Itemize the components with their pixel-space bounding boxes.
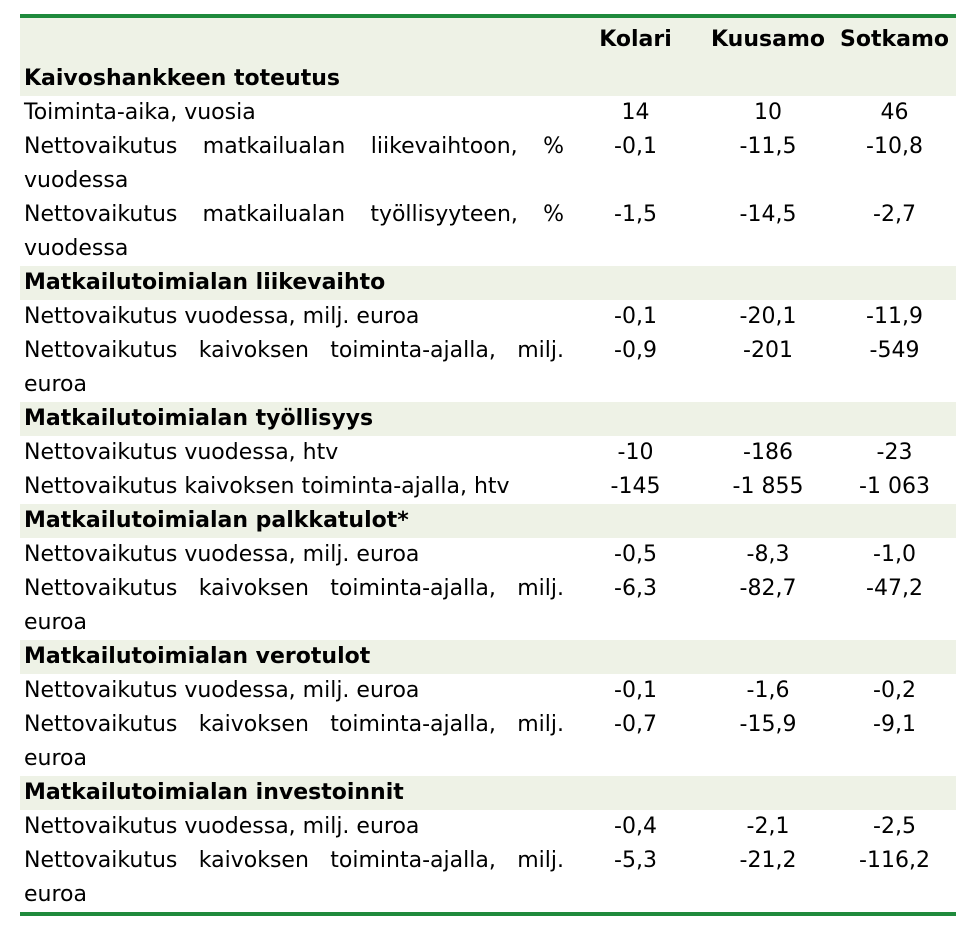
value-kuusamo: -2,1 <box>746 814 790 839</box>
value-kolari: -5,3 <box>568 844 703 914</box>
section-row <box>20 776 956 810</box>
table-row <box>20 708 956 776</box>
section-empty-cell <box>833 640 956 674</box>
header-kolari: Kolari <box>568 16 703 62</box>
section-title: Matkailutoimialan investoinnit <box>20 776 568 810</box>
section-empty-cell <box>703 266 833 300</box>
value-kuusamo: -201 <box>743 338 793 363</box>
value-sotkamo: -549 <box>869 338 920 363</box>
value-kuusamo: -1 855 <box>732 474 804 499</box>
value-kolari: -0,1 <box>614 678 657 703</box>
table-row <box>20 572 956 640</box>
table-row <box>20 96 956 130</box>
value-sotkamo: -1 063 <box>859 474 930 499</box>
table-row <box>20 674 956 708</box>
value-sotkamo: -2,7 <box>873 202 916 227</box>
section-empty-cell <box>568 62 703 96</box>
table-body <box>20 62 956 914</box>
row-label: Nettovaikutus matkailualan liikevaihtoon, % vuodessa <box>24 134 564 193</box>
section-empty-cell <box>703 504 833 538</box>
section-row <box>20 62 956 96</box>
section-empty-cell <box>703 62 833 96</box>
value-kuusamo: -82,7 <box>739 576 797 601</box>
table-row <box>20 844 956 914</box>
value-kolari: -0,7 <box>614 712 657 737</box>
row-label: Nettovaikutus matkailualan työllisyyteen, % vuodessa <box>24 202 564 261</box>
value-kolari: -0,5 <box>614 542 657 567</box>
value-kuusamo: -11,5 <box>739 134 797 159</box>
value-kolari: -0,9 <box>614 338 657 363</box>
section-empty-cell <box>568 776 703 810</box>
value-sotkamo: -2,5 <box>873 814 916 839</box>
value-kuusamo: -14,5 <box>739 202 797 227</box>
value-kuusamo: 10 <box>754 100 782 125</box>
section-empty-cell <box>833 776 956 810</box>
section-title: Matkailutoimialan työllisyys <box>20 402 568 436</box>
section-empty-cell <box>568 266 703 300</box>
value-sotkamo: -11,9 <box>866 304 923 329</box>
section-empty-cell <box>833 266 956 300</box>
section-title: Kaivoshankkeen toteutus <box>20 62 568 96</box>
value-kuusamo: -8,3 <box>746 542 790 567</box>
section-empty-cell <box>568 504 703 538</box>
table-row <box>20 470 956 504</box>
section-empty-cell <box>568 640 703 674</box>
value-kuusamo: -1,6 <box>746 678 790 703</box>
value-kolari: -0,1 <box>614 134 657 159</box>
header-sotkamo: Sotkamo <box>833 16 956 62</box>
value-sotkamo: -47,2 <box>866 576 923 601</box>
row-label: Nettovaikutus kaivoksen toiminta-ajalla, milj. euroa <box>20 844 568 914</box>
section-empty-cell <box>833 504 956 538</box>
section-title: Matkailutoimialan palkkatulot* <box>20 504 568 538</box>
header-label-cell <box>20 16 568 62</box>
value-kolari: -10 <box>617 440 654 465</box>
row-label: Nettovaikutus vuodessa, milj. euroa <box>24 542 420 567</box>
value-sotkamo: -116,2 <box>833 844 956 914</box>
table-row <box>20 300 956 334</box>
row-label: Nettovaikutus kaivoksen toiminta-ajalla, htv <box>24 474 510 499</box>
row-label: Nettovaikutus kaivoksen toiminta-ajalla, milj. euroa <box>24 712 564 771</box>
section-title: Matkailutoimialan verotulot <box>20 640 568 674</box>
value-kolari: -0,1 <box>614 304 657 329</box>
value-kuusamo: -21,2 <box>703 844 833 914</box>
value-kuusamo: -15,9 <box>739 712 797 737</box>
value-kolari: -145 <box>610 474 661 499</box>
table-row <box>20 436 956 470</box>
section-row <box>20 504 956 538</box>
section-empty-cell <box>703 776 833 810</box>
value-kolari: -0,4 <box>614 814 657 839</box>
row-label: Nettovaikutus vuodessa, milj. euroa <box>24 678 420 703</box>
section-empty-cell <box>833 402 956 436</box>
impact-table <box>20 14 956 916</box>
header-row <box>20 16 956 62</box>
row-label: Nettovaikutus vuodessa, htv <box>24 440 339 465</box>
row-label: Nettovaikutus kaivoksen toiminta-ajalla, milj. euroa <box>24 338 564 397</box>
section-empty-cell <box>703 402 833 436</box>
table-row <box>20 198 956 266</box>
table-row <box>20 334 956 402</box>
row-label: Toiminta-aika, vuosia <box>24 100 256 125</box>
value-kolari: 14 <box>621 100 650 125</box>
section-row <box>20 640 956 674</box>
value-sotkamo: -23 <box>876 440 913 465</box>
value-sotkamo: 46 <box>880 100 909 125</box>
table-header <box>20 16 956 62</box>
row-label: Nettovaikutus vuodessa, milj. euroa <box>24 304 420 329</box>
value-sotkamo: -9,1 <box>873 712 916 737</box>
table-row <box>20 538 956 572</box>
value-kuusamo: -20,1 <box>739 304 797 329</box>
section-title: Matkailutoimialan liikevaihto <box>20 266 568 300</box>
section-row <box>20 402 956 436</box>
section-empty-cell <box>833 62 956 96</box>
row-label: Nettovaikutus kaivoksen toiminta-ajalla, milj. euroa <box>24 576 564 635</box>
section-empty-cell <box>568 402 703 436</box>
value-kuusamo: -186 <box>743 440 793 465</box>
value-sotkamo: -10,8 <box>866 134 923 159</box>
section-row <box>20 266 956 300</box>
header-kuusamo: Kuusamo <box>703 16 833 62</box>
value-kolari: -1,5 <box>614 202 657 227</box>
value-sotkamo: -0,2 <box>873 678 916 703</box>
table-row <box>20 810 956 844</box>
value-kolari: -6,3 <box>614 576 657 601</box>
row-label: Nettovaikutus vuodessa, milj. euroa <box>24 814 420 839</box>
value-sotkamo: -1,0 <box>873 542 916 567</box>
table-row <box>20 130 956 198</box>
section-empty-cell <box>703 640 833 674</box>
